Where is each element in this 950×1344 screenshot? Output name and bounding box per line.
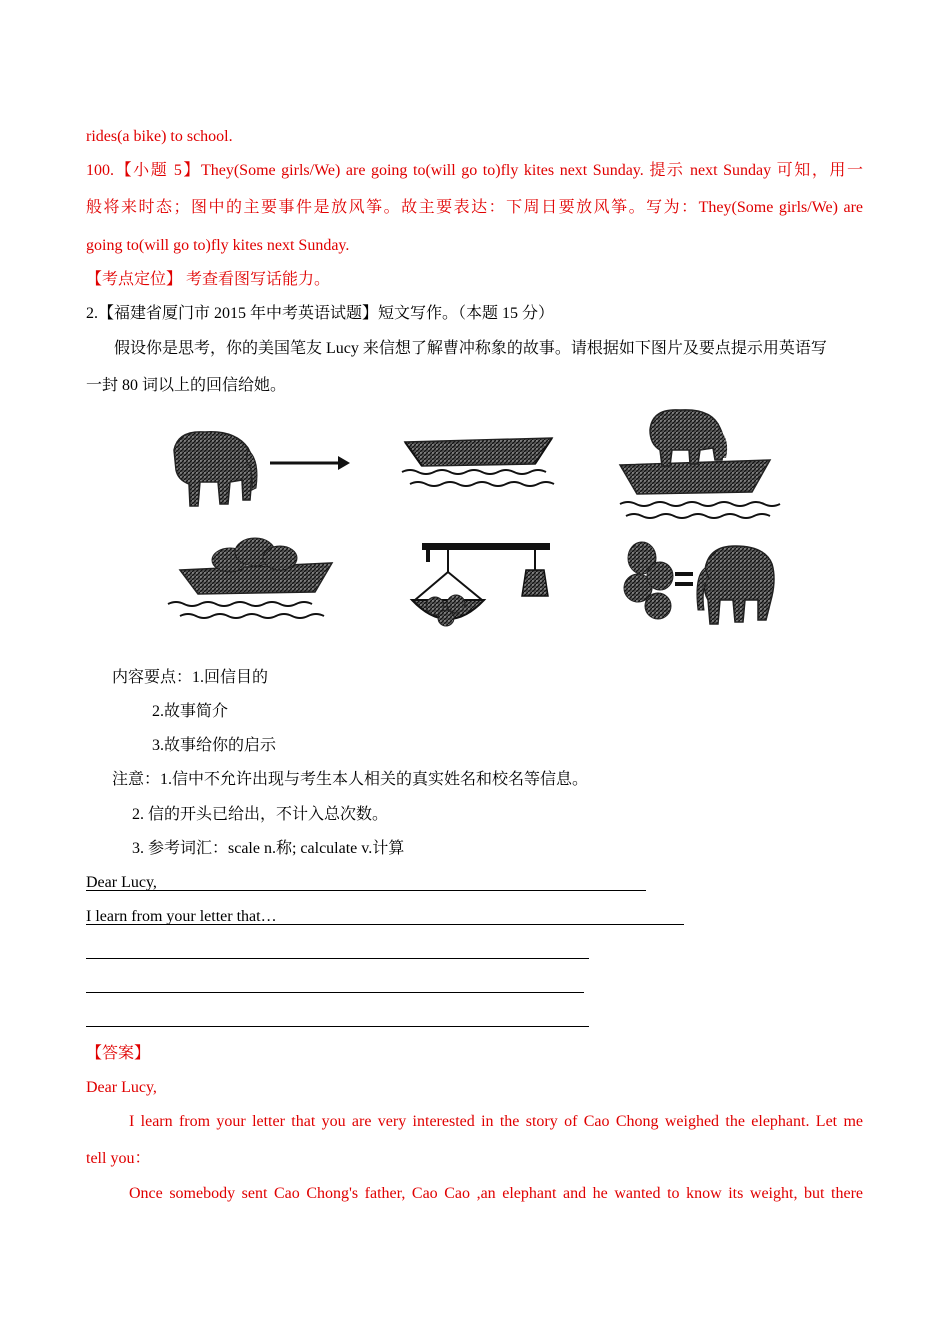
scale-icon [412, 543, 550, 626]
letter-opening-underline [86, 924, 684, 925]
elephant-on-boat-icon [620, 410, 780, 518]
note-2: 2. 信的开头已给出，不计入总次数。 [132, 806, 389, 823]
question2-title: 2.【福建省厦门市 2015 年中考英语试题】短文写作。（本题 15 分） [86, 305, 555, 322]
stones-on-boat-icon [168, 538, 332, 618]
answer-greeting: Dear Lucy, [86, 1079, 157, 1096]
answer-para2-line1: Once somebody sent Cao Chong's father, Cao Cao ,an elephant and he wanted to know its weight, but there [129, 1185, 863, 1202]
writing-line-3 [86, 1026, 589, 1027]
boat-icon [402, 438, 554, 486]
letter-greeting: Dear Lucy, [86, 874, 157, 891]
story-picture-panel [160, 400, 790, 645]
stones-equal-elephant-icon [624, 542, 774, 624]
arrow-icon [270, 456, 350, 470]
writing-line-1 [86, 958, 589, 959]
answer-para1-line2: tell you： [86, 1150, 151, 1167]
point-2: 2.故事简介 [152, 703, 229, 720]
answer-q100-line1: 100.【小题 5】They(Some girls/We) are going to(will go to)fly kites next Sunday. 提示 next Sunday 可知，用一 [86, 162, 863, 179]
question2-prompt-line1: 假设你是思考，你的美国笔友 Lucy 来信想了解曹冲称象的故事。请根据如下图片及要点提示用英语写 [114, 340, 827, 357]
points-label: 内容要点：1.回信目的 [112, 669, 269, 686]
elephant-icon [174, 432, 257, 506]
answer-para1-line1: I learn from your letter that you are very interested in the story of Cao Chong weighed the elephant. Let me [129, 1113, 863, 1130]
answer-label: 【答案】 [86, 1045, 151, 1062]
kaodian-label: 【考点定位】 考查看图写话能力。 [86, 271, 331, 288]
note-3: 3. 参考词汇：scale n.称; calculate v.计算 [132, 840, 405, 857]
answer-q100-line3: going to(will go to)fly kites next Sunday. [86, 237, 350, 254]
question2-prompt-line2: 一封 80 词以上的回信给她。 [86, 377, 287, 394]
writing-line-2 [86, 992, 584, 993]
letter-greeting-underline [86, 890, 646, 891]
point-3: 3.故事给你的启示 [152, 737, 277, 754]
notes-label: 注意：1.信中不允许出现与考生本人相关的真实姓名和校名等信息。 [112, 771, 589, 788]
answer-q100-line2: 般将来时态；图中的主要事件是放风筝。故主要表达：下周日要放风筝。写为：They(Some girls/We) are [86, 199, 863, 216]
letter-opening: I learn from your letter that… [86, 908, 277, 925]
answer-line-rides: rides(a bike) to school. [86, 128, 233, 145]
